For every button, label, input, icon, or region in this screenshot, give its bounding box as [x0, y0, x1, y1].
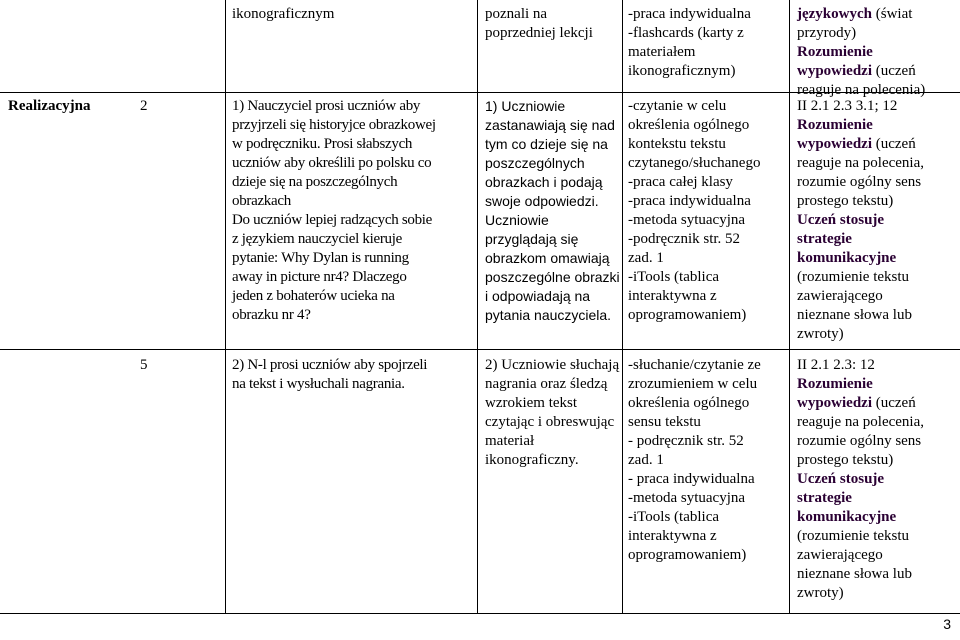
- row1-goals-cell: [797, 97, 957, 344]
- goal-bold-text: Rozumienie wypowiedzi: [797, 44, 873, 79]
- row1-methods-cell: [628, 97, 786, 325]
- row1-students-text: Uczniowie przyglądają się obrazkom omawiają poszczególne obrazki i odpowiadają na pytania nauczyciela.: [485, 212, 620, 323]
- top-goals-cell: [797, 5, 957, 100]
- time-cell: [140, 356, 170, 375]
- goal-bold-text: Uczeń stosuje strategie komunikacyjne: [797, 212, 897, 266]
- phase-cell: [8, 97, 118, 116]
- goal-code: II 2.1 2.3 3.1; 12: [797, 98, 898, 114]
- time-value: 2: [140, 98, 148, 114]
- goal-code: II 2.1 2.3: 12: [797, 357, 875, 373]
- row-divider: [0, 349, 960, 350]
- goal-bold-text: Uczeń stosuje strategie komunikacyjne: [797, 471, 897, 525]
- row1-teacher-cell: [232, 97, 477, 325]
- row1-teacher-text: 1) Nauczyciel prosi uczniów aby przyjrzeli się historyjce obrazkowej w podręczniku. Prosi słabszych uczniów aby określili po polsku co dzieje się na poszczególnych obrazkach Do uczniów lepiej radzących sobie z językiem nauczyciel kieruje pytanie: Why Dylan is running away in picture nr4? Dlaczego jeden z bohaterów ucieka na obrazku nr 4?: [232, 98, 436, 323]
- goal-text: (uczeń reaguje na polecenia): [797, 63, 926, 98]
- row2-goals-cell: [797, 356, 957, 603]
- goal-text: (uczeń reaguje na polecenia, rozumie ogólny sens prostego tekstu): [797, 136, 925, 209]
- goal-text: (świat przyrody): [797, 6, 913, 41]
- top-methods-cell: [628, 5, 786, 81]
- top-teacher-cell: [232, 5, 472, 24]
- time-value: 5: [140, 357, 148, 373]
- row1-students-sans-text: 1) Uczniowie zastanawiają się nad tym co dzieje się na poszczególnych obrazkach i podają swoje odpowiedzi.: [485, 98, 615, 209]
- row2-methods-cell: [628, 356, 786, 565]
- goal-bold-text: językowych: [797, 6, 872, 22]
- row2-teacher-cell: [232, 356, 477, 394]
- row2-students-text: 2) Uczniowie słuchają nagrania oraz śledzą wzrokiem tekst czytając i obreswując materiał ikonograficzny.: [485, 357, 620, 468]
- time-cell: [140, 97, 170, 116]
- top-students-text: poznali na poprzedniej lekcji: [485, 6, 593, 41]
- goal-text: (rozumienie tekstu zawierającego nieznane słowa lub zwroty): [797, 528, 912, 601]
- row1-methods-text: -czytanie w celu określenia ogólnego kontekstu tekstu czytanego/słuchanego -praca całej klasy -praca indywidualna -metoda sytuacyjna -podręcznik str. 52 zad. 1 -iTools (tablica interaktywna z oprogramowaniem): [628, 98, 761, 323]
- page-number: 3: [943, 616, 951, 632]
- top-students-cell: [485, 5, 620, 43]
- row1-students-cell: [485, 97, 620, 325]
- goal-bold-text: Rozumienie wypowiedzi: [797, 117, 873, 152]
- top-teacher-text: ikonograficznym: [232, 6, 335, 22]
- goal-text: (uczeń reaguje na polecenia, rozumie ogólny sens prostego tekstu): [797, 395, 925, 468]
- goal-bold-text: Rozumienie wypowiedzi: [797, 376, 873, 411]
- goal-text: (rozumienie tekstu zawierającego nieznane słowa lub zwroty): [797, 269, 912, 342]
- row2-teacher-text: 2) N-l prosi uczniów aby spojrzeli na tekst i wysłuchali nagrania.: [232, 357, 428, 392]
- row-divider: [0, 613, 960, 614]
- row2-methods-text: -słuchanie/czytanie ze zrozumieniem w celu określenia ogólnego sensu tekstu - podręcznik str. 52 zad. 1 - praca indywidualna -metoda sytuacyjna -iTools (tablica interaktywna z oprogramowaniem): [628, 357, 761, 563]
- phase-label: Realizacyjna: [8, 98, 91, 114]
- top-methods-text: -praca indywidualna -flashcards (karty z materiałem ikonograficznym): [628, 6, 751, 79]
- row2-students-cell: [485, 356, 620, 470]
